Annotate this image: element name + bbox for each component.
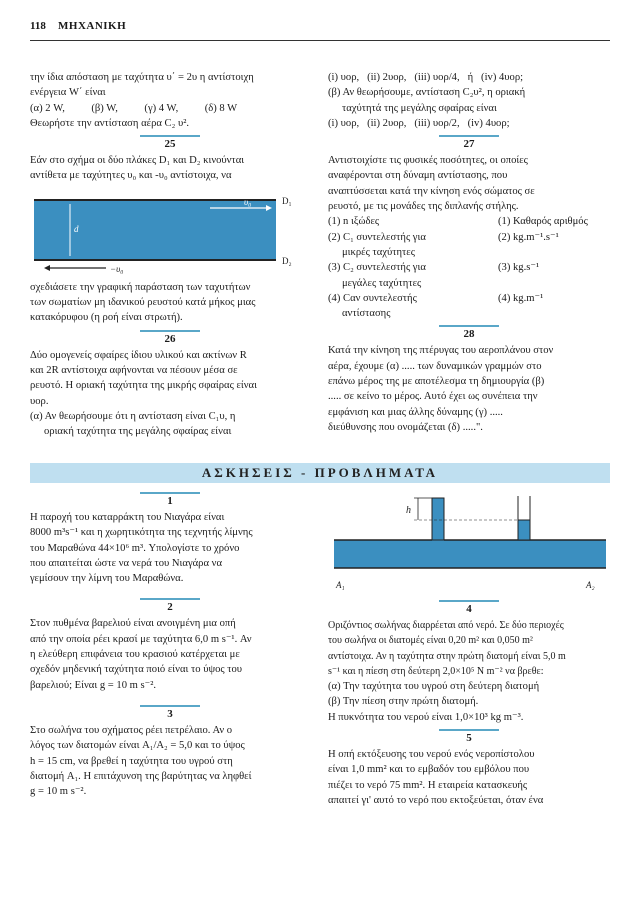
text-line: αναπτύσσεται κατά την κίνηση ενός σώματος σε xyxy=(328,185,535,197)
text-line: που απαιτείται ώστε να νερά του Νιαγάρα να xyxy=(30,557,223,569)
narrow-section xyxy=(412,548,522,560)
label-v0: υ₀ xyxy=(244,196,252,207)
text-line: αντίθετα με ταχύτητες υ₀ και -υ₀ αντίστοιχα, να xyxy=(30,170,232,182)
venturi-pipe-diagram xyxy=(332,490,610,598)
table-row xyxy=(328,291,610,306)
text-line: είναι 1,0 mm² και το εμβαδόν του εμβόλου που xyxy=(328,764,530,776)
text-line: σχεδιάσετε την γραφική παράσταση των ταχυτήτων xyxy=(30,281,251,293)
row-right: (4) kg.m⁻¹ xyxy=(498,292,544,304)
label-d: d xyxy=(74,223,79,234)
row-left: (4) Cαν συντελεστής xyxy=(328,292,417,304)
text-line: (α) Αν θεωρήσουμε ότι η αντίσταση είναι C₁υ, η xyxy=(30,410,236,422)
text-line: αέρα, έχουμε (α) ..... των δυναμικών γραμμών στο xyxy=(328,360,542,372)
page-header xyxy=(30,20,610,41)
text-line: (α) Την ταχύτητα του υγρού στη δεύτερη διατομή xyxy=(328,681,540,693)
text-line: s⁻¹ και η πίεση στη δεύτερη 2,0×10⁵ N m⁻² να βρεθε: xyxy=(328,665,544,677)
row-left: (2) C₁ συντελεστής για xyxy=(328,231,426,243)
arrowhead-bottom xyxy=(44,265,50,271)
text-line: Θεωρήστε την αντίσταση αέρα C₂ υ². xyxy=(30,117,190,129)
text-line: αναφέρονται στη δύναμη αντίστασης, που xyxy=(328,170,508,182)
options-line: (α) 2 W, (β) W, (γ) 4 W, (δ) 8 W xyxy=(30,102,238,114)
label-d1: D₁ xyxy=(282,195,292,206)
text-line: υορ. xyxy=(30,395,49,407)
text-line: απαιτεί γι' αυτό το νερό που εκτοξεύεται, όταν ένα xyxy=(328,794,544,806)
problem-number-4: 4 xyxy=(439,600,499,616)
question-number-28: 28 xyxy=(439,325,499,341)
question-number-26: 26 xyxy=(140,330,200,346)
table-row xyxy=(328,276,610,291)
table-row xyxy=(328,245,610,260)
label-a1: A₁ xyxy=(336,580,345,590)
manometer-tube-2 xyxy=(518,520,530,540)
table-row xyxy=(328,214,610,229)
row-left: (1) n ιξώδες xyxy=(328,216,380,228)
text-line: η ελεύθερη επιφάνεια του κρασιού κατέρχεται με xyxy=(30,649,240,661)
row-left: (3) C₂ συντελεστής για xyxy=(328,262,426,274)
text-line: 8000 m³s⁻¹ και η χωρητικότητα της τεχνητής λίμνης xyxy=(30,527,253,539)
text-line: κατακόρυφου (η ροή είναι στρωτή). xyxy=(30,312,183,324)
text-line: γεμίσουν την λίμνη του Μαραθώνα. xyxy=(30,573,184,585)
plates-diagram xyxy=(30,188,310,276)
row-right xyxy=(498,276,610,291)
text-line: (β) Την πίεση στην πρώτη διατομή. xyxy=(328,696,479,708)
text-line: (β) Αν θεωρήσουμε, αντίσταση C₂υ², η οριακή xyxy=(328,87,526,99)
matching-table xyxy=(328,214,610,321)
text-line: Κατά την κίνηση της πτέρυγας του αεροπλάνου στον xyxy=(328,345,554,357)
question-number-27: 27 xyxy=(439,135,499,151)
plates-figure xyxy=(30,188,310,276)
row-left: μικρές ταχύτητες xyxy=(342,246,415,258)
row-right xyxy=(498,245,610,260)
problem-number-3: 3 xyxy=(140,705,200,721)
text-line: οριακή ταχύτητα της μεγάλης σφαίρας είναι xyxy=(44,426,232,438)
row-right: (2) kg.m⁻¹.s⁻¹ xyxy=(498,231,559,243)
text-line: αντίστοιχα. Αν η ταχύτητα στην πρώτη διατομή είναι 5,0 m xyxy=(328,650,566,662)
text-line: Δύο ομογενείς σφαίρες ίδιου υλικού και ακτίνων R xyxy=(30,349,247,361)
table-row xyxy=(328,230,610,245)
text-line: από την οποία ρέει κρασί με ταχύτητα 6,0 m s⁻¹. Αν xyxy=(30,633,252,645)
text-line: διατομή A₁. Η επιτάχυνση της βαρύτητας να ληφθεί xyxy=(30,770,252,782)
text-line: Εάν στο σχήμα οι δύο πλάκες D₁ και D₂ κινούνται xyxy=(30,155,245,167)
row-left: μεγάλες ταχύτητες xyxy=(342,277,422,289)
label-minus-v0: −υ₀ xyxy=(110,263,124,274)
text-line: του Μαραθώνα 44×10⁶ m³. Υπολογίστε το χρόνο xyxy=(30,542,240,554)
table-row xyxy=(328,260,610,275)
right-column-top xyxy=(328,70,610,435)
page-number: 118 xyxy=(30,20,46,32)
pipe-figure xyxy=(332,490,610,598)
problem-number-1: 1 xyxy=(140,492,200,508)
text-line: εμφάνιση και μιας άλλης δύναμης (γ) ..... xyxy=(328,406,503,418)
text-line: ενέργεια W΄ είναι xyxy=(30,87,106,99)
text-line: την ίδια απόσταση με ταχύτητα υ΄ = 2υ η αντίστοιχη xyxy=(30,72,254,83)
text-line: g = 10 m s⁻². xyxy=(30,786,87,798)
left-column-bottom xyxy=(30,488,310,799)
text-line: ταχύτητά της μεγάλης σφαίρας είναι xyxy=(342,102,497,114)
question-number-25: 25 xyxy=(140,135,200,151)
text-line: Οριζόντιος σωλήνας διαρρέεται από νερό. Σε δύο περιοχές xyxy=(328,620,564,631)
text-line: διεύθυνσης που ονομάζεται (δ) .....". xyxy=(328,421,483,433)
text-line: πιέζει το νερό 75 mm². Η εταιρεία κατασκευής xyxy=(328,779,528,791)
text-line: Η παροχή του καταρράκτη του Νιαγάρα είναι xyxy=(30,512,225,523)
text-line: επάνω μέρος της με αποτέλεσμα τη δημιουργία (β) xyxy=(328,376,545,388)
left-column-top xyxy=(30,70,310,439)
row-right xyxy=(498,306,610,321)
manometer-tube-1 xyxy=(432,498,444,540)
text-line: λόγος των διατομών είναι A₁/A₂ = 5,0 και το ύψος xyxy=(30,740,245,752)
text-line: Στον πυθμένα βαρελιού είναι ανοιγμένη μια οπή xyxy=(30,618,236,630)
options-line: (i) υορ, (ii) 2υορ, (iii) υορ/4, ή (iv) 4υορ; xyxy=(328,72,524,83)
problem-number-2: 2 xyxy=(140,598,200,614)
problem-number-5: 5 xyxy=(439,729,499,745)
row-right: (1) Καθαρός αριθμός xyxy=(498,216,588,228)
text-line: ρευστό. Η οριακή ταχύτητα της μικρής σφαίρας είναι xyxy=(30,380,257,392)
text-line: Η οπή εκτόξευσης του νερού ενός νεροπίστολου xyxy=(328,749,535,761)
text-line: του σωλήνα οι διατομές είναι 0,20 m² και 0,050 m² xyxy=(328,635,533,647)
right-column-bottom xyxy=(328,596,610,808)
text-line: ρευστό, με τις μονάδες της διπλανής στήλης. xyxy=(328,201,519,213)
label-a2: A₂ xyxy=(586,580,595,590)
text-line: Η πυκνότητα του νερού είναι 1,0×10³ kg m⁻³. xyxy=(328,711,524,723)
text-line: και 2R αντίστοιχα αφήνονται να πέσουν μέσα σε xyxy=(30,364,238,376)
row-right: (3) kg.s⁻¹ xyxy=(498,262,540,274)
options-line: (i) υορ, (ii) 2υορ, (iii) υορ/2, (iv) 4υορ; xyxy=(328,117,510,129)
table-row xyxy=(328,306,610,321)
row-left: αντίστασης xyxy=(342,308,391,320)
text-line: h = 15 cm, να βρεθεί η ταχύτητα του υγρού στη xyxy=(30,755,233,767)
running-title: ΜΗΧΑΝΙΚΗ xyxy=(58,20,127,32)
text-line: των σωματίων μη ιδανικού ρευστού κατά μήκος μιας xyxy=(30,297,256,309)
text-line: σχεδόν μηδενική ταχύτητα ποιό είναι το ύψος του xyxy=(30,664,243,676)
text-line: ..... σε κείνο το μέρος. Αυτό έχει ως συνέπεια την xyxy=(328,391,538,403)
label-d2: D₂ xyxy=(282,255,292,266)
text-line: Στο σωλήνα του σχήματος ρέει πετρέλαιο. Αν ο xyxy=(30,724,233,736)
text-line: βαρελιού; Είναι g = 10 m s⁻². xyxy=(30,679,157,691)
label-h: h xyxy=(406,505,411,516)
section-banner: ΑΣΚΗΣΕΙΣ - ΠΡΟΒΛΗΜΑΤΑ xyxy=(30,463,610,483)
text-line: Αντιστοιχίστε τις φυσικές ποσότητες, οι οποίες xyxy=(328,155,528,167)
